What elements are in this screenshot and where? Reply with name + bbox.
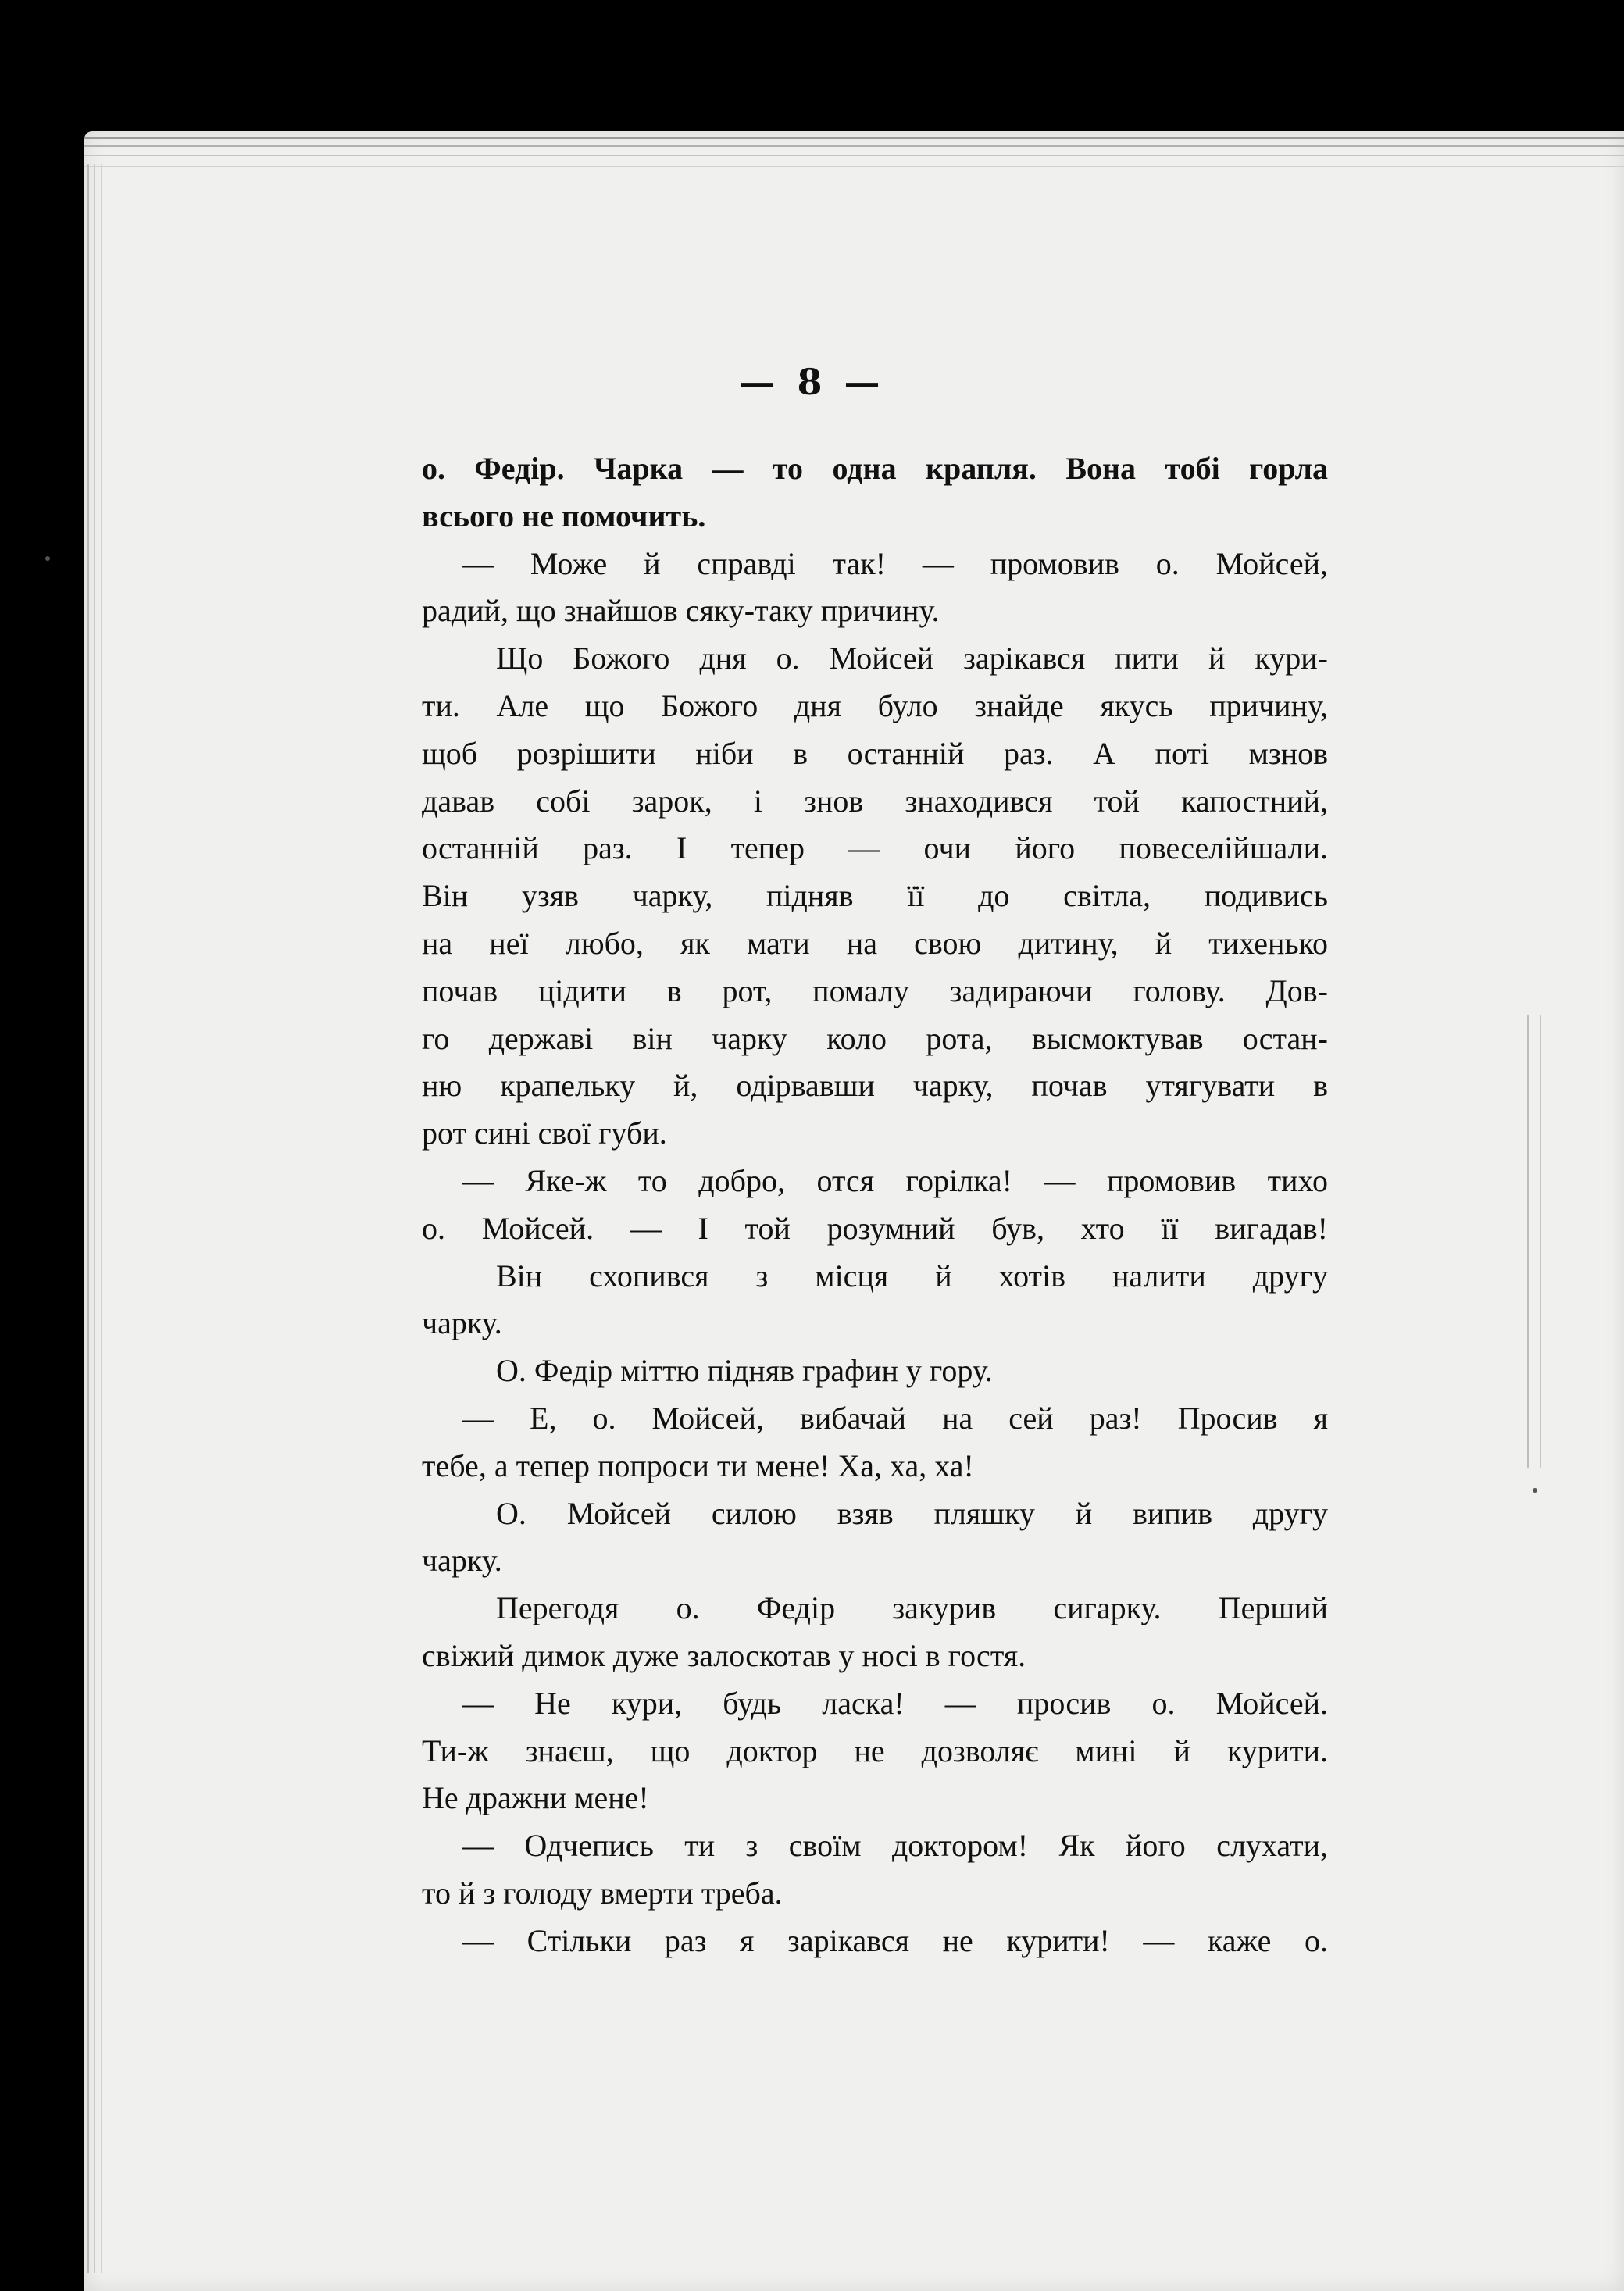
text-line: Він схопився з місця й хотів налити другу xyxy=(496,1258,1328,1294)
page-stack-edge xyxy=(87,164,89,2273)
text-line: чарку. xyxy=(422,1543,502,1579)
text-line: радий, що знайшов сяку-таку причину. xyxy=(422,593,940,629)
text-line: на неї любо, як мати на свою дитину, й тихенько xyxy=(422,925,1328,961)
text-line: свіжий димок дуже залоскотав у носі в гостя. xyxy=(422,1637,1026,1673)
text-line: щоб розрішити ніби в останній раз. А поті мзнов xyxy=(422,735,1328,771)
page-stack-edge xyxy=(84,166,1624,167)
text-line: Не дражни мене! xyxy=(422,1780,649,1816)
text-line: чарку. xyxy=(422,1305,502,1341)
text-line: останній раз. І тепер — очи його повеселійшали. xyxy=(422,830,1328,866)
page-number: — 8 — xyxy=(739,361,885,403)
text-line: — Яке-ж то добро, отся горілка! — промовив тихо xyxy=(462,1162,1328,1198)
text-line: о. Федір. Чарка — то одна крапля. Вона тобі горла xyxy=(422,451,1328,486)
text-line: — Стільки раз я зарікався не курити! — каже о. xyxy=(462,1922,1328,1958)
page-stack-edge xyxy=(84,145,1624,147)
text-line: — Може й справді так! — промовив о. Мойсей, xyxy=(462,545,1328,581)
text-line: то й з голоду вмерти треба. xyxy=(422,1875,783,1911)
text-line: о. Мойсей. — І той розумний був, хто її вигадав! xyxy=(422,1210,1328,1246)
margin-mark xyxy=(1527,1015,1541,1468)
text-line: почав цідити в рот, помалу задираючи голову. Дов- xyxy=(422,972,1328,1008)
text-line: ти. Але що Божого дня було знайде якусь причину, xyxy=(422,687,1328,723)
text-line: го державі він чарку коло рота, высмоктував остан- xyxy=(422,1020,1328,1056)
text-line: — Е, о. Мойсей, вибачай на сей раз! Просив я xyxy=(462,1400,1328,1436)
text-line: Що Божого дня о. Мойсей зарікався пити й кури- xyxy=(496,641,1328,676)
text-line: Ти-ж знаєш, що доктор не дозволяє мині й курити. xyxy=(422,1733,1328,1768)
stray-mark xyxy=(45,556,50,561)
text-line: всього не помочить. xyxy=(422,498,706,533)
page-stack-edge xyxy=(101,164,102,2273)
text-line: Перегодя о. Федір закурив сигарку. Перший xyxy=(496,1590,1328,1626)
text-line: давав собі зарок, і знов знаходився той капостний, xyxy=(422,783,1328,819)
text-line: — Одчепись ти з своїм доктором! Як його слухати, xyxy=(462,1828,1328,1864)
page-stack-edge xyxy=(94,164,95,2273)
text-line: ню крапельку й, одірвавши чарку, почав утягувати в xyxy=(422,1068,1328,1104)
page-stack-edge xyxy=(84,137,1624,139)
text-line: О. Федір міттю підняв графин у гору. xyxy=(496,1353,993,1389)
text-line: — Не кури, будь ласка! — просив о. Мойсей. xyxy=(462,1685,1328,1721)
text-line: О. Мойсей силою взяв пляшку й випив другу xyxy=(496,1495,1328,1531)
stray-mark xyxy=(1533,1488,1537,1493)
page-stack-edge xyxy=(84,155,1624,156)
text-line: рот сині свої губи. xyxy=(422,1115,667,1151)
text-line: тебе, а тепер попроси ти мене! Ха, ха, ха! xyxy=(422,1447,974,1483)
text-line: Він узяв чарку, підняв її до світла, подивись xyxy=(422,878,1328,914)
body-text xyxy=(422,445,1328,1965)
